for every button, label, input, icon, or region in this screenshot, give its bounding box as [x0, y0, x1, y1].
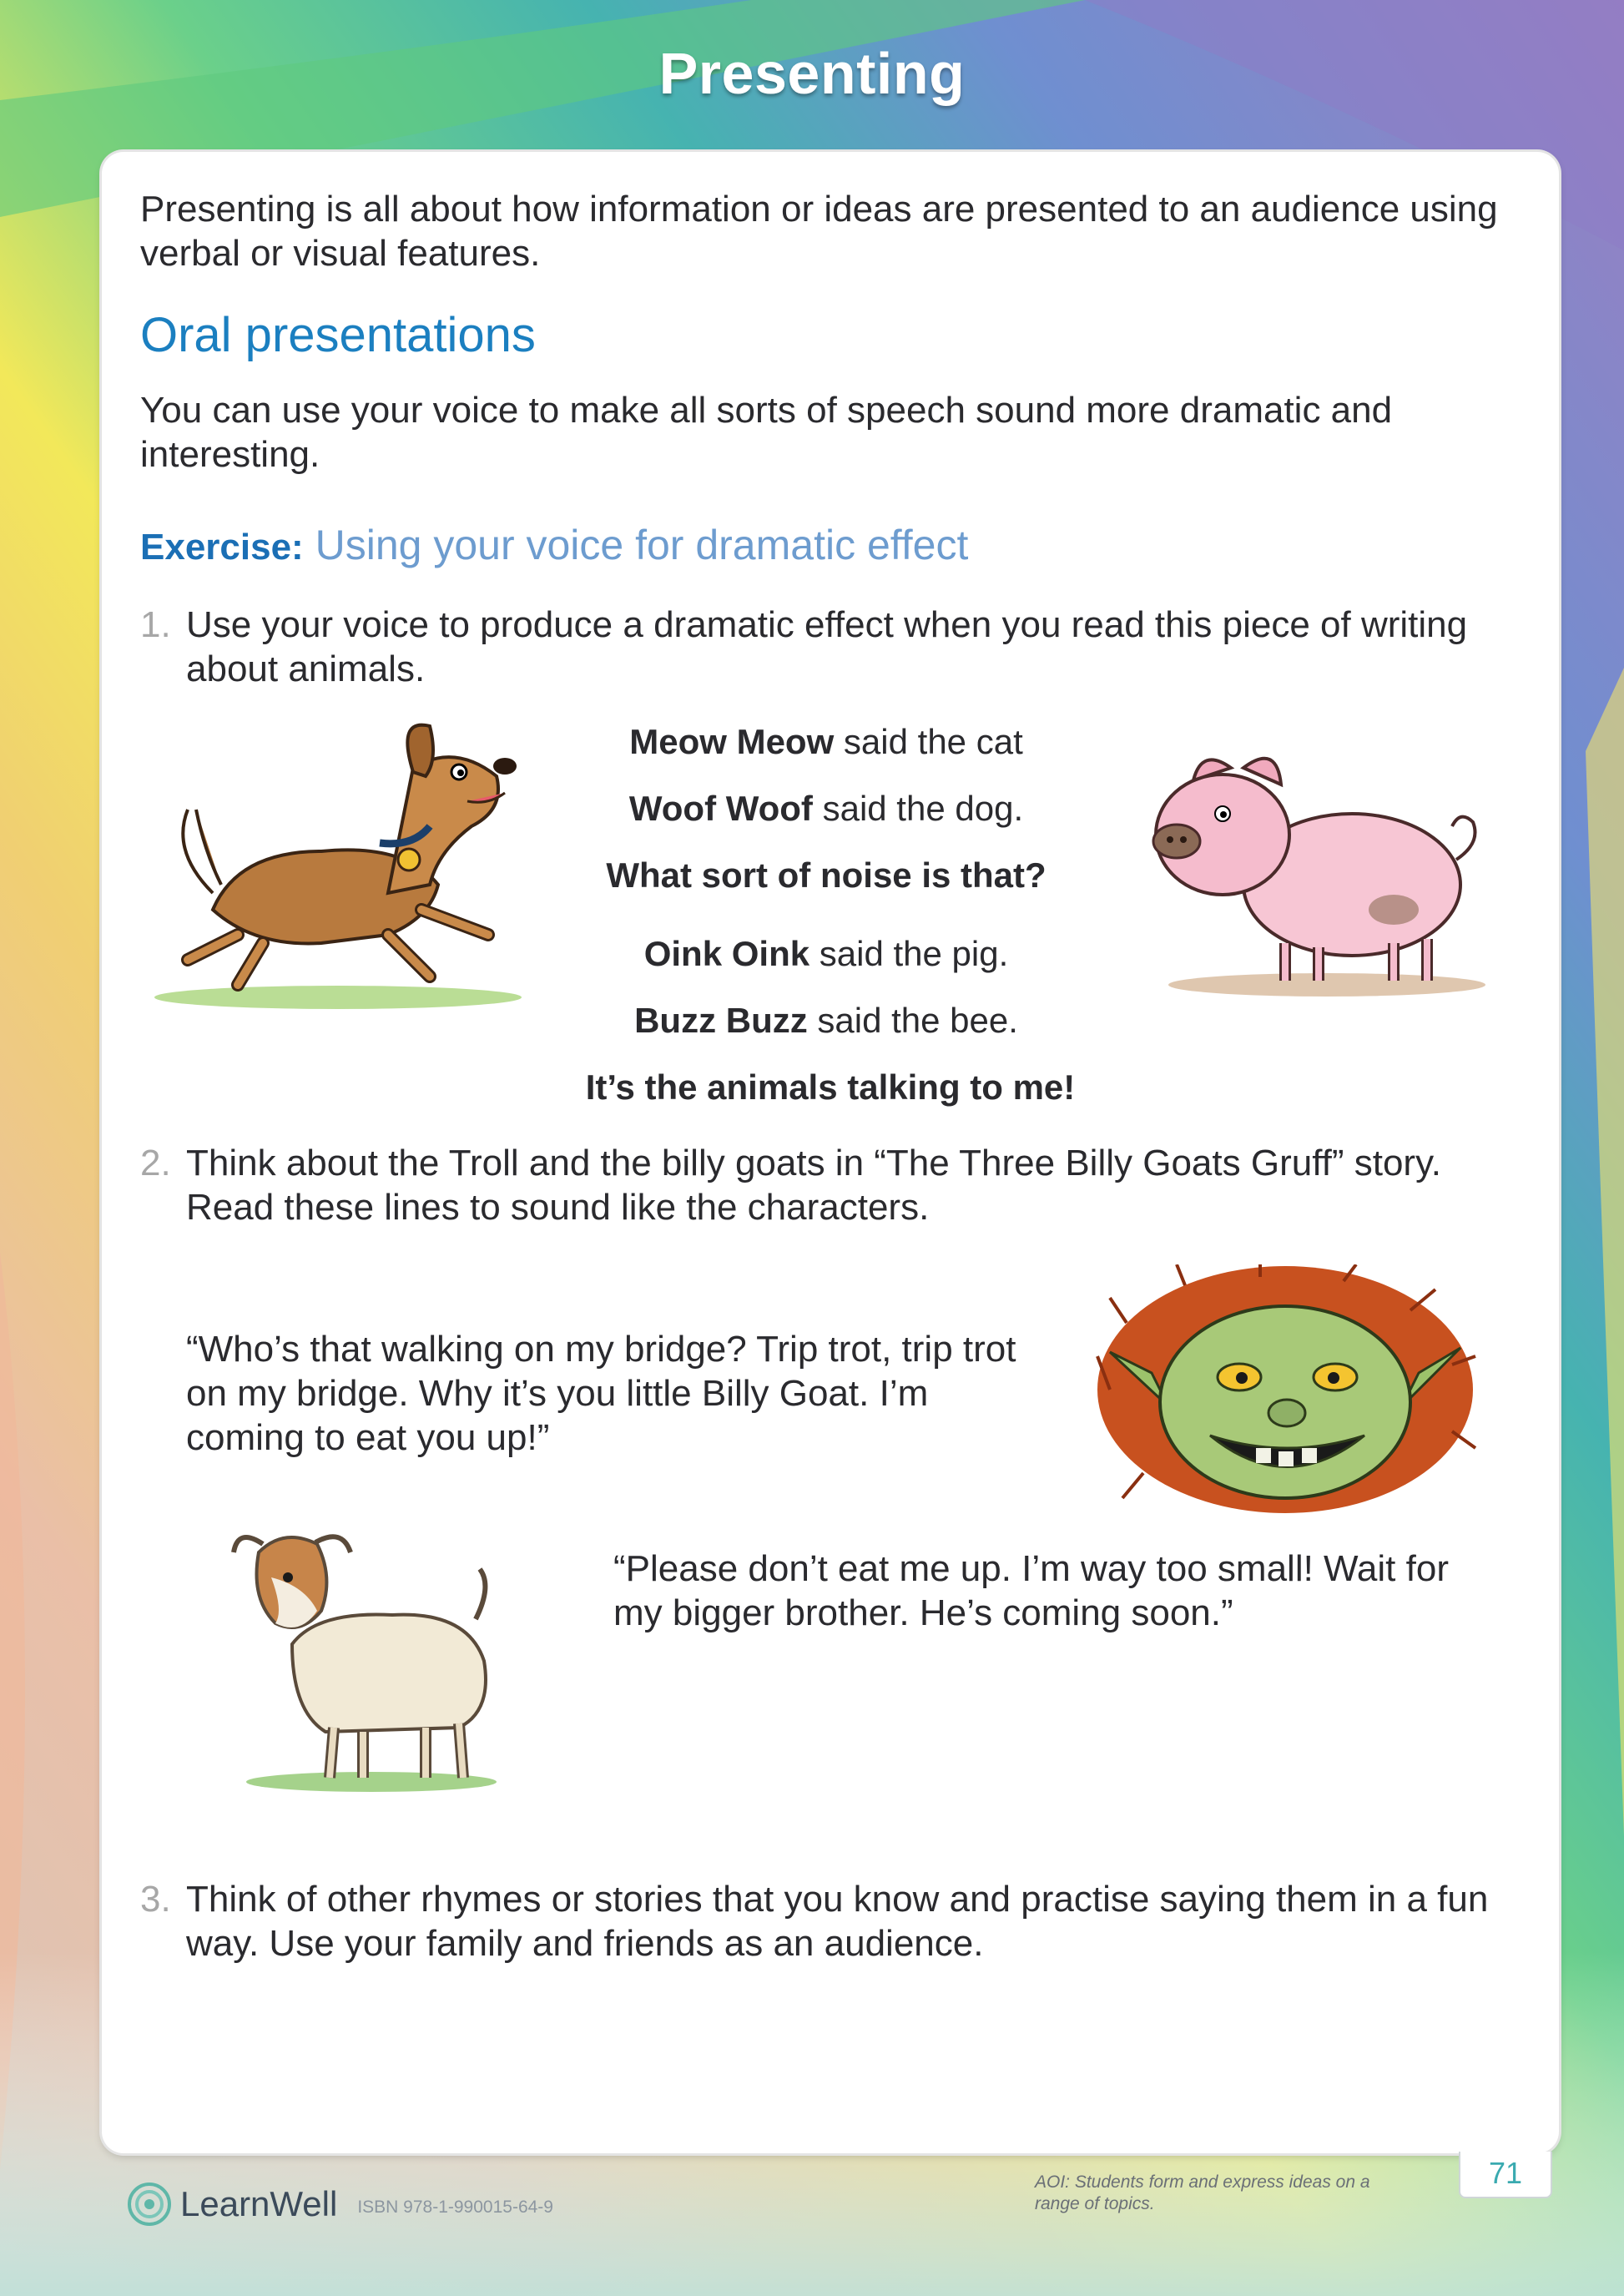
item-number: 1. [140, 604, 171, 645]
goat-illustration [225, 1519, 517, 1794]
item-number: 2. [140, 1143, 171, 1183]
item-number: 3. [140, 1879, 171, 1920]
section-heading: Oral presentations [140, 308, 536, 362]
page-title: Presenting [658, 41, 966, 106]
poem-line: Oink Oink said the pig. [643, 934, 1009, 973]
isbn: ISBN 978-1-990015-64-9 [357, 2198, 553, 2217]
troll-quote: “Who’s that walking on my bridge? Trip trot, trip trot on my bridge. Why it’s you little Billy Goat. I’m coming to eat you up!” [186, 1329, 1016, 1458]
goat-quote: “Please don’t eat me up. I’m way too small! Wait for my bigger brother. He’s coming soon.” [613, 1548, 1449, 1633]
learnwell-swirl-icon [127, 2182, 172, 2227]
item-text: Use your voice to produce a dramatic effect when you read this piece of writing about animals. [186, 604, 1468, 689]
poem-line: Woof Woof said the dog. [628, 789, 1024, 828]
item-text: Think about the Troll and the billy goats in “The Three Billy Goats Gruff” story. Read these lines to sound like the characters. [186, 1143, 1442, 1228]
section-body: You can use your voice to make all sorts of speech sound more dramatic and interesting. [140, 390, 1393, 475]
troll-illustration [1093, 1264, 1477, 1515]
poem-line: Meow Meow said the cat [629, 722, 1023, 761]
exercise-heading [140, 521, 968, 569]
poem-line: What sort of noise is that? [606, 855, 1047, 895]
brand-name: LearnWell [180, 2184, 338, 2223]
publisher-logo [127, 2182, 553, 2227]
aoi-note: AOI: Students form and express ideas on a range of topics. [1035, 2172, 1370, 2213]
page-number: 71 [1459, 2152, 1552, 2198]
dog-illustration [138, 709, 538, 1010]
exercise-label: Exercise: [140, 527, 304, 568]
poem-line: Buzz Buzz said the bee. [634, 1001, 1018, 1040]
item-text: Think of other rhymes or stories that you know and practise saying them in a fun way. Use your family and friends as an audience. [186, 1879, 1489, 1964]
poem-line: It’s the animals talking to me! [585, 1067, 1076, 1107]
intro-paragraph: Presenting is all about how information or ideas are presented to an audience using verbal or visual features. [140, 189, 1498, 274]
pig-illustration [1143, 743, 1485, 1002]
exercise-title: Using your voice for dramatic effect [315, 522, 969, 568]
